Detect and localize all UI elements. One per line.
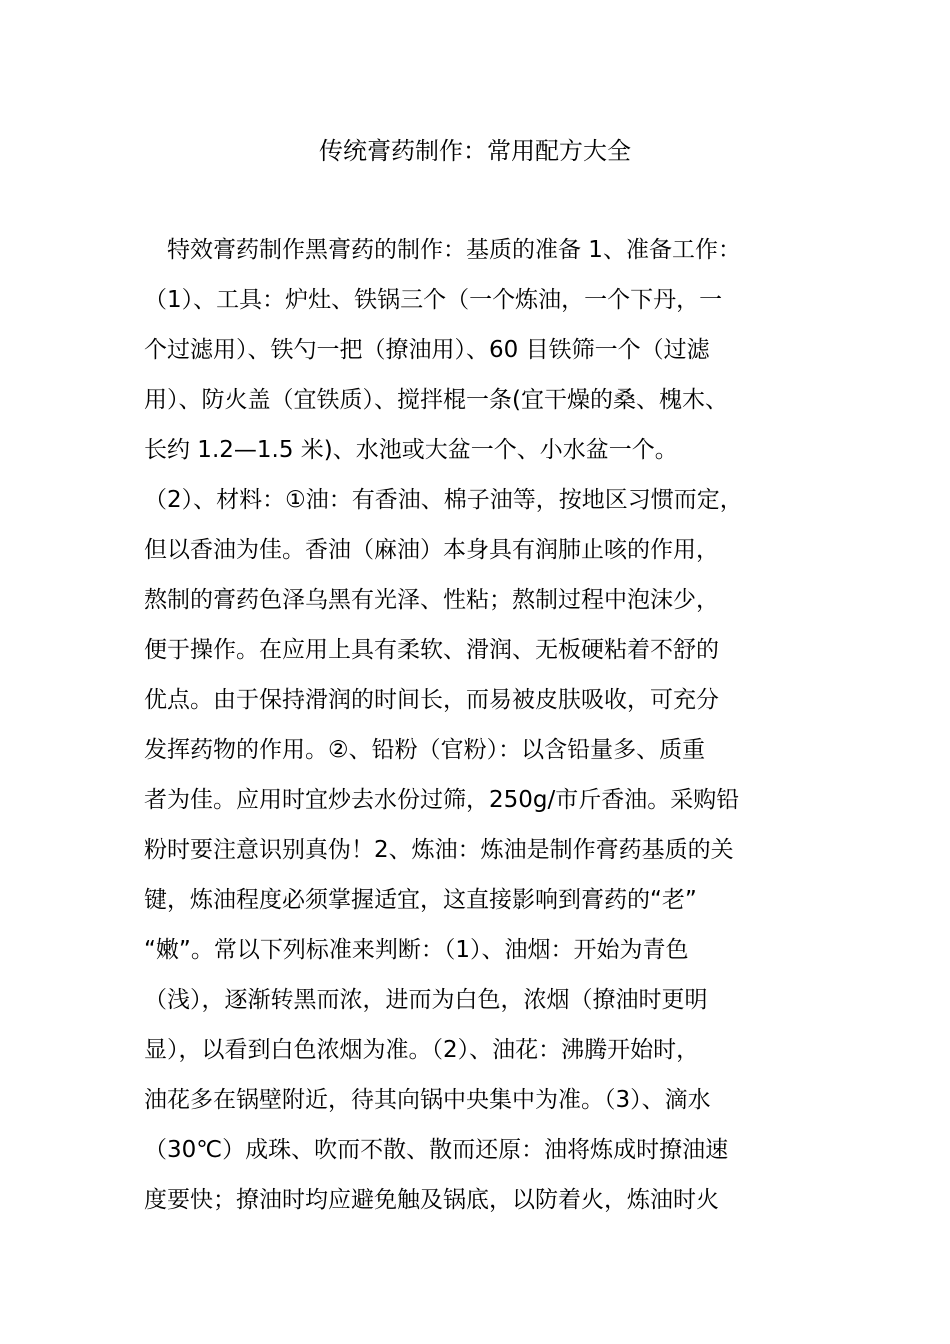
body-line: 度要快；撩油时均应避免触及锅底，以防着火，炼油时火	[144, 1187, 719, 1213]
body-line: 个过滤用）、铁勺一把（撩油用）、60 目铁筛一个（过滤	[144, 337, 710, 363]
body-line: 者为佳。应用时宜炒去水份过筛，250g/市斤香油。采购铅	[144, 787, 740, 813]
body-line: （1）、工具：炉灶、铁锅三个（一个炼油，一个下丹，一	[144, 287, 723, 313]
body-line: 但以香油为佳。香油（麻油）本身具有润肺止咳的作用，	[144, 537, 719, 563]
body-line: 便于操作。在应用上具有柔软、滑润、无板硬粘着不舒的	[144, 637, 719, 663]
document-title: 传统膏药制作：常用配方大全	[319, 137, 631, 165]
body-line: “嫩”。常以下列标准来判断：（1）、油烟：开始为青色	[144, 937, 689, 963]
body-line: 熬制的膏药色泽乌黑有光泽、性粘；熬制过程中泡沫少，	[144, 587, 719, 613]
body-line: （浅），逐渐转黑而浓，进而为白色，浓烟（撩油时更明	[144, 987, 708, 1013]
body-line: 特效膏药制作黑膏药的制作：基质的准备 1、准备工作：	[144, 237, 741, 263]
body-line: 长约 1.2—1.5 米)、水池或大盆一个、小水盆一个。	[144, 437, 678, 463]
body-line: （2）、材料：①油：有香油、棉子油等，按地区习惯而定，	[144, 487, 743, 513]
body-line: 粉时要注意识别真伪！2、炼油：炼油是制作膏药基质的关	[144, 837, 734, 863]
body-line: 发挥药物的作用。②、铅粉（官粉）：以含铅量多、质重	[144, 737, 706, 763]
body-line: 键，炼油程度必须掌握适宜，这直接影响到膏药的“老”	[144, 887, 697, 913]
document-body	[144, 225, 824, 1225]
body-line: （30℃）成珠、吹而不散、散而还原：油将炼成时撩油速	[144, 1137, 729, 1163]
body-line: 油花多在锅壁附近，待其向锅中央集中为准。（3）、滴水	[144, 1087, 711, 1113]
body-line: 用）、防火盖（宜铁质）、搅拌棍一条(宜干燥的桑、槐木、	[144, 387, 728, 413]
body-line: 优点。由于保持滑润的时间长，而易被皮肤吸收，可充分	[144, 687, 719, 713]
body-line: 显），以看到白色浓烟为准。（2）、油花：沸腾开始时，	[144, 1037, 700, 1063]
